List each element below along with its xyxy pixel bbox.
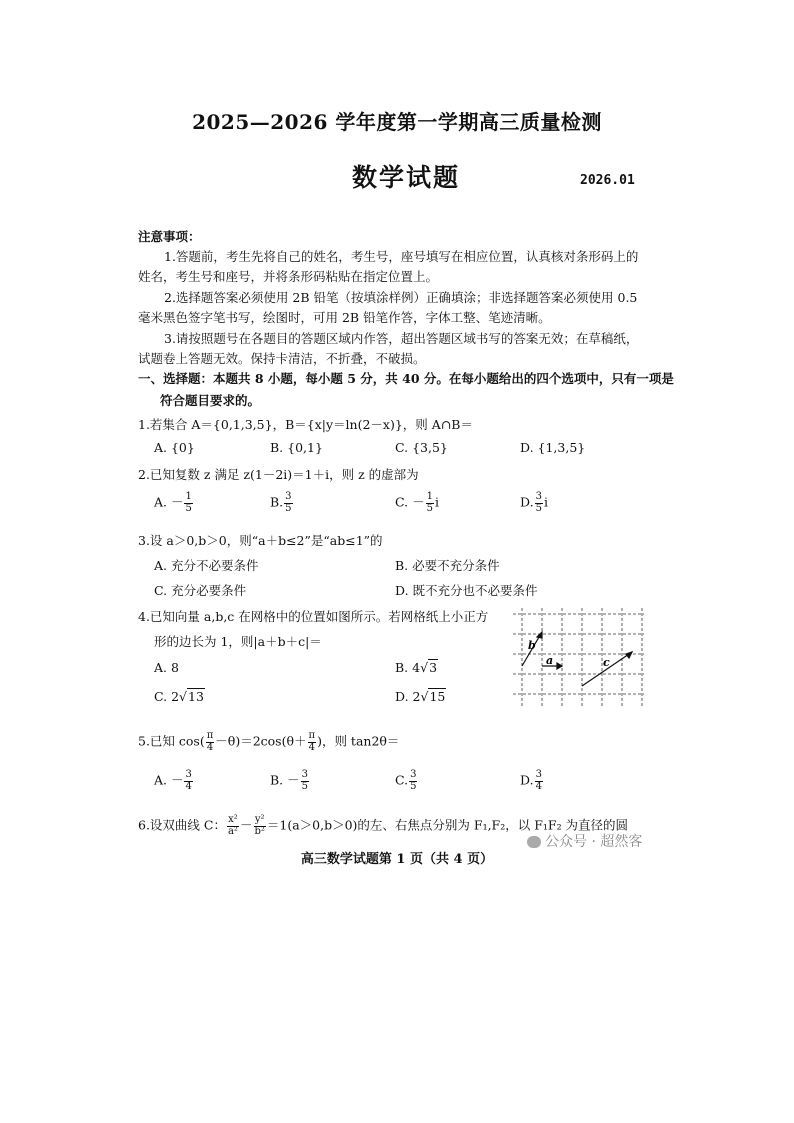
q3-option-a: A. 充分不必要条件	[154, 558, 259, 573]
q5-option-d: D. $\frac{3}{4}$	[520, 769, 542, 792]
section-heading: 一、选择题：本题共 8 小题，每小题 5 分，共 40 分。在每小题给出的四个选项中，只有一项是	[138, 371, 674, 386]
q2-option-a: A. － $\frac{1}{5}$	[154, 491, 192, 514]
notice-heading: 注意事项：	[138, 229, 201, 244]
q5-option-c: C. $\frac{3}{5}$	[395, 769, 417, 792]
notice-line: 姓名，考生号和座号，并将条形码粘贴在指定位置上。	[138, 269, 439, 284]
exam-subject: 数学试题	[352, 163, 461, 192]
q1-option-c: C. {3,5}	[395, 440, 448, 455]
q1-option-d: D. {1,3,5}	[520, 440, 586, 455]
q4-stem: 4.已知向量 a,b,c 在网格中的位置如图所示。若网格纸上小正方	[138, 609, 489, 624]
q1-option-b: B. {0,1}	[270, 440, 323, 455]
q2-option-d: D. $\frac{3}{5}$ i	[520, 491, 548, 514]
notice-line: 2.选择题答案必须使用 2B 铅笔（按填涂样例）正确填涂；非选择题答案必须使用 0.5	[164, 290, 638, 305]
vector-grid-figure	[508, 604, 648, 712]
q5-option-b: B. － $\frac{3}{5}$	[270, 769, 309, 792]
notice-line: 毫米黑色签字笔书写，绘图时，可用 2B 铅笔作答，字体工整、笔迹清晰。	[138, 310, 551, 325]
notice-line: 1.答题前，考生先将自己的姓名，考生号，座号填写在相应位置，认真核对条形码上的	[164, 249, 639, 264]
exam-date: 2026.01	[580, 173, 635, 188]
q3-option-d: D. 既不充分也不必要条件	[395, 583, 538, 598]
q4-option-a: A. 8	[154, 660, 179, 675]
label-b: b	[528, 639, 536, 652]
q4-option-d: D. 2√15	[395, 689, 446, 704]
q4-stem-cont: 形的边长为 1，则|a＋b＋c|＝	[154, 634, 322, 649]
q1-option-a: A. {0}	[154, 440, 195, 455]
q3-stem: 3.设 a＞0,b＞0，则“a＋b≤2”是“ab≤1”的	[138, 533, 383, 548]
wechat-icon	[527, 836, 541, 848]
notice-line: 试题卷上答题无效。保持卡清洁，不折叠，不破损。	[138, 351, 426, 366]
notice-line: 3.请按照题号在各题目的答题区域内作答，超出答题区域书写的答案无效；在草稿纸，	[164, 331, 639, 346]
q6-stem: 6.设双曲线 C： $\frac{\text{x²}}{\text{a²}}$ － $\frac{\text{y²}}{\text{b²}}$ ＝1(a＞0,b＞0)的左、右焦点分别为 F₁,F₂，以 F₁F₂ 为直径的圆	[138, 814, 629, 837]
watermark: 公众号 · 超然客	[527, 831, 642, 851]
q5-stem: 5.已知 cos( $\frac{\pi}{4}$ －θ)＝2cos(θ＋ $\frac{\pi}{4}$ )，则 tan2θ＝	[138, 730, 400, 753]
label-a: a	[546, 654, 554, 667]
q1-stem: 1.若集合 A＝{0,1,3,5}，B＝{x|y＝ln(2－x)}，则 A∩B＝	[138, 417, 473, 432]
section-heading-cont: 符合题目要求的。	[160, 393, 261, 408]
q2-option-b: B. $\frac{3}{5}$	[270, 491, 292, 514]
q3-option-b: B. 必要不充分条件	[395, 558, 500, 573]
label-c: c	[603, 656, 610, 669]
q3-option-c: C. 充分必要条件	[154, 583, 247, 598]
q5-option-a: A. － $\frac{3}{4}$	[154, 769, 192, 792]
q2-stem: 2.已知复数 z 满足 z(1－2i)＝1＋i，则 z 的虚部为	[138, 467, 419, 482]
exam-title: 2025—2026 学年度第一学期高三质量检测	[192, 110, 602, 134]
page-footer: 高三数学试题第 1 页（共 4 页）	[300, 852, 494, 867]
q4-option-c: C. 2√13	[154, 689, 204, 704]
q2-option-c: C. － $\frac{1}{5}$ i	[395, 491, 439, 514]
q4-option-b: B. 4√3	[395, 660, 438, 675]
